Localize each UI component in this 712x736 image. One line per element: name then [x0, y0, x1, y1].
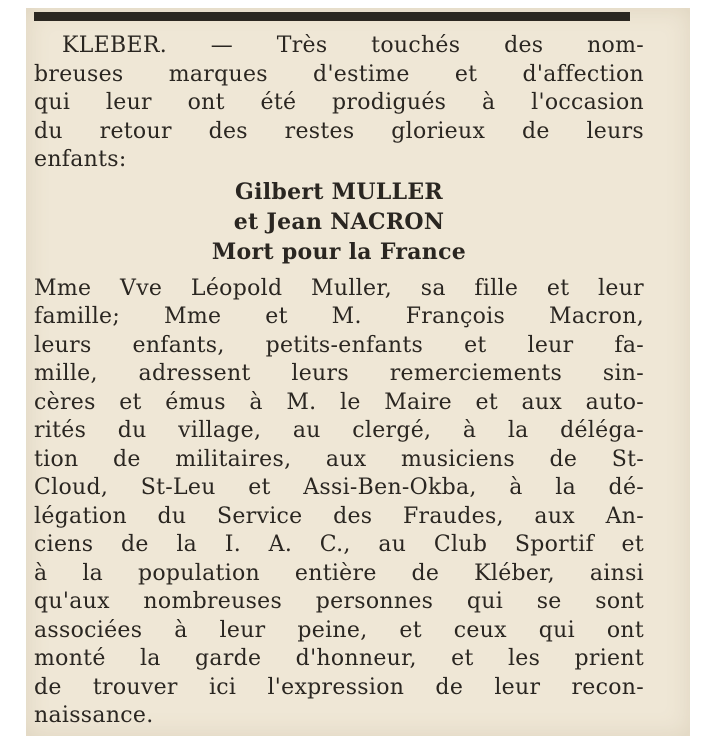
newspaper-clipping — [26, 8, 690, 736]
name-line: et Jean NACRON — [233, 208, 445, 235]
body-line: Mme Vve Léopold Muller, sa fille et leur — [34, 275, 644, 301]
body-paragraph — [34, 275, 644, 731]
body-line: qu'aux nombreuses personnes qui se sont — [34, 589, 644, 614]
body-line: Cloud, St-Leu et Assi-Ben-Okba, à la dé- — [34, 475, 644, 500]
body-line: monté la garde d'honneur, et les prient — [34, 646, 644, 671]
body-line: associées à leur peine, et ceux qui ont — [34, 617, 644, 643]
intro-line: KLEBER. — Très touchés des nom- — [62, 33, 644, 58]
body-line: rités du village, au clergé, à la déléga- — [34, 418, 644, 443]
notice-text — [34, 32, 644, 731]
body-line: ciens de la I. A. C., au Club Sportif et — [34, 532, 644, 557]
intro-line: breuses marques d'estime et d'affection — [34, 61, 644, 87]
intro-paragraph — [34, 32, 644, 175]
body-line: naissance. — [34, 703, 154, 728]
top-rule — [34, 12, 630, 21]
intro-line: enfants: — [34, 147, 127, 172]
name-line: Mort pour la France — [211, 238, 467, 265]
honored-names — [34, 177, 644, 267]
intro-line: du retour des restes glorieux de leurs — [34, 118, 644, 144]
name-line: Gilbert MULLER — [234, 178, 444, 205]
body-line: mille, adressent leurs remerciements sin- — [34, 361, 644, 386]
body-line: cères et émus à M. le Maire et aux auto- — [34, 389, 644, 415]
body-line: famille; Mme et M. François Macron, — [34, 304, 644, 329]
body-line: de trouver ici l'expression de leur recon- — [34, 674, 644, 700]
body-line: leurs enfants, petits-enfants et leur fa- — [34, 332, 644, 358]
intro-line: qui leur ont été prodigués à l'occasion — [34, 90, 644, 115]
body-line: légation du Service des Fraudes, aux An- — [34, 503, 644, 529]
body-line: à la population entière de Kléber, ainsi — [34, 560, 644, 586]
body-line: tion de militaires, aux musiciens de St- — [34, 446, 644, 472]
